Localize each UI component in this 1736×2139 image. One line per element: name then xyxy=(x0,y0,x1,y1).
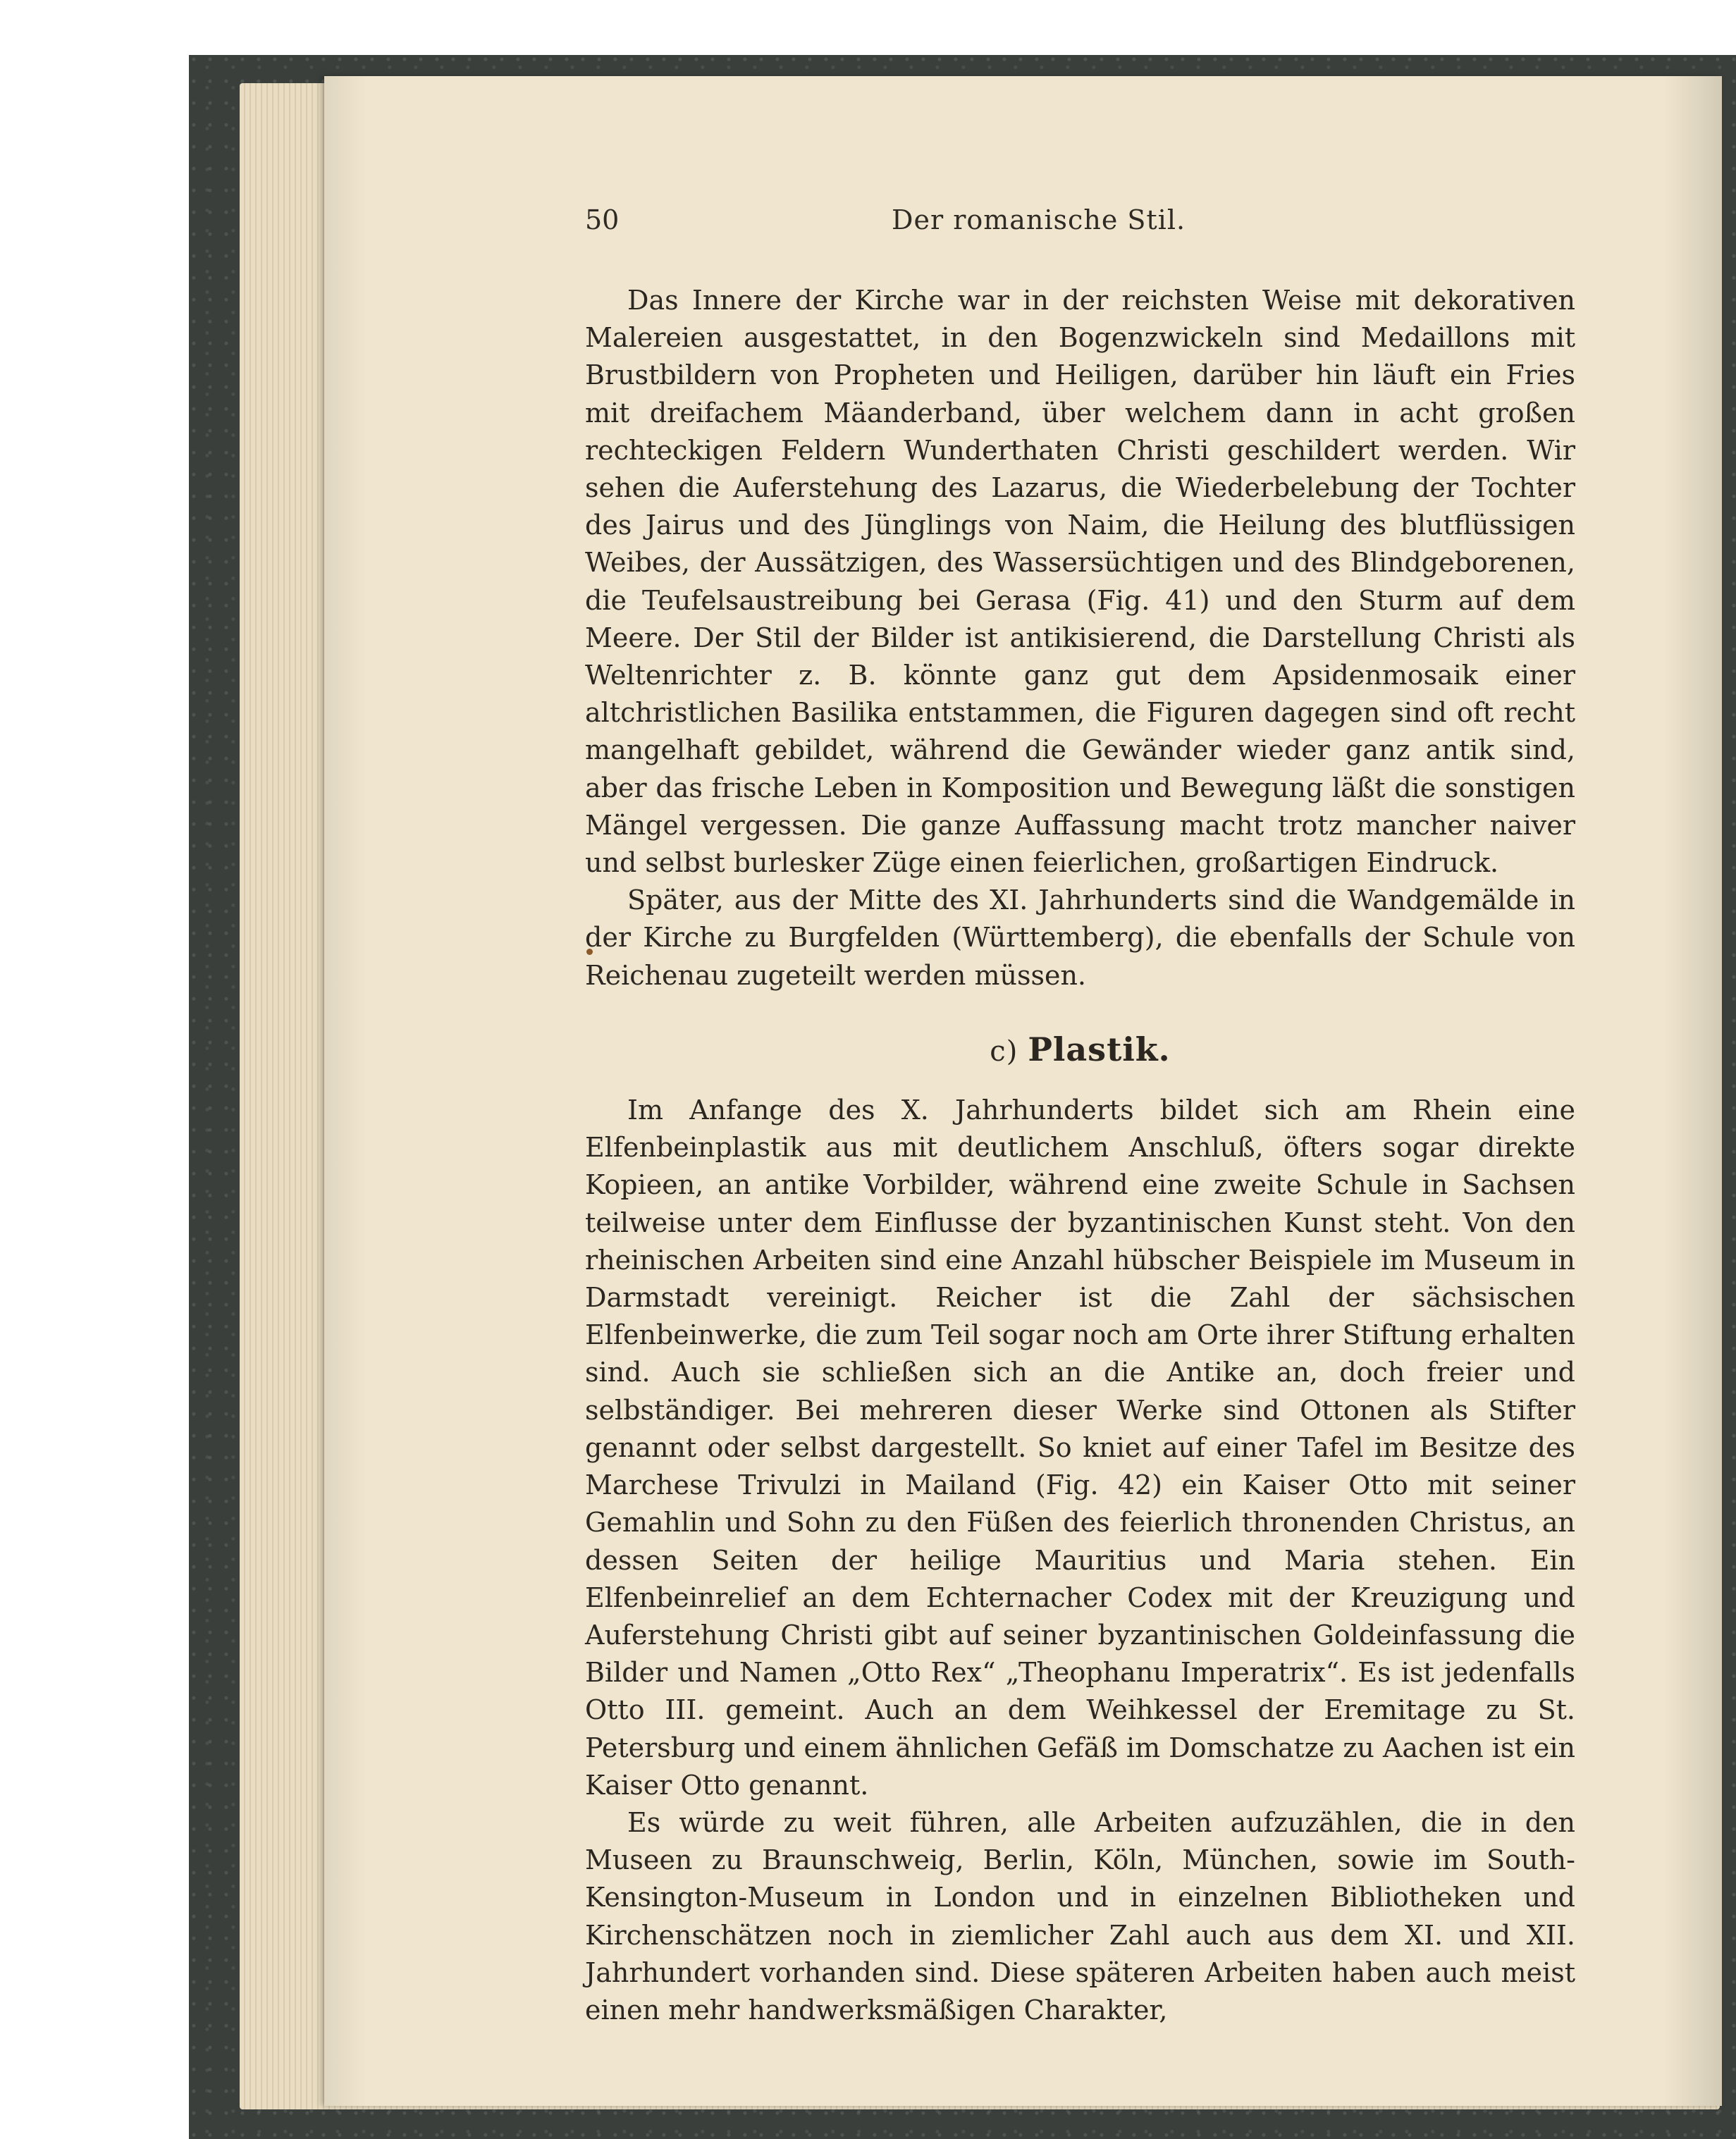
section-title: Plastik. xyxy=(1028,1030,1171,1068)
text-block xyxy=(585,282,1575,2029)
running-head xyxy=(585,204,1572,247)
section-marker: c) xyxy=(990,1035,1018,1068)
page-number: 50 xyxy=(585,204,620,235)
paragraph-burgfelden: Später, aus der Mitte des XI. Jahrhunderts sind die Wandgemälde in der Kirche zu Burgfelden (Württemberg), die ebenfalls der Schule von Reichenau zugeteilt werden müssen. xyxy=(585,884,1575,991)
paragraph-elfenbeinplastik: Im Anfange des X. Jahrhunderts bildet sich am Rhein eine Elfenbeinplastik aus mit deutlichem Anschluß, öfters sogar direkte Kopieen, an antike Vorbilder, während eine zweite Schule in Sachsen teilweise unter dem Einflusse der byzantinischen Kunst steht. Von den rheinischen Arbeiten sind eine Anzahl hübscher Beispiele im Museum in Darmstadt vereinigt. Reicher ist die Zahl der sächsischen Elfenbeinwerke, die zum Teil sogar noch am Orte ihrer Stiftung erhalten sind. Auch sie schließen sich an die Antike an, doch freier und selbständiger. Bei mehreren dieser Werke sind Ottonen als Stifter genannt oder selbst dargestellt. So kniet auf einer Tafel im Besitze des Marchese Trivulzi in Mailand (Fig. 42) ein Kaiser Otto mit seiner Gemahlin und Sohn zu den Füßen des feierlich thronenden Christus, an dessen Seiten der heilige Mauritius und Maria stehen. Ein Elfenbeinrelief an dem Echternacher Codex mit der Kreuzigung und Auferstehung Christi gibt auf seiner byzantinischen Goldeinfassung die Bilder und Namen „Otto Rex“ „Theophanu Imperatrix“. Es ist jedenfalls Otto III. gemeint. Auch an dem Weihkessel der Eremitage zu St. Petersburg und einem ähnlichen Gefäß im Domschatze zu Aachen ist ein Kaiser Otto genannt. xyxy=(585,1095,1575,1801)
paragraph-museen: Es würde zu weit führen, alle Arbeiten aufzuzählen, die in den Museen zu Braunschweig, Berlin, Köln, München, sowie im South-Kensington-Museum in London und in einzelnen Bibliotheken und Kirchenschätzen noch in ziemlicher Zahl auch aus dem XI. und XII. Jahrhundert vorhanden sind. Diese späteren Arbeiten haben auch meist einen mehr handwerksmäßigen Charakter, xyxy=(585,1806,1575,2026)
paragraph-malereien: Das Innere der Kirche war in der reichsten Weise mit dekorativen Malereien ausgestattet, in den Bogenzwickeln sind Medaillons mit Brustbildern von Propheten und Heiligen, darüber hin läuft ein Fries mit dreifachem Mäanderband, über welchem dann in acht großen rechteckigen Feldern Wunderthaten Christi geschildert werden. Wir sehen die Auferstehung des Lazarus, die Wiederbelebung der Tochter des Jairus und des Jünglings von Naim, die Heilung des blutflüssigen Weibes, der Aussätzigen, des Wassersüchtigen und des Blindgeborenen, die Teufelsaustreibung bei Gerasa (Fig. 41) und den Sturm auf dem Meere. Der Stil der Bilder ist antikisierend, die Darstellung Christi als Weltenrichter z. B. könnte ganz gut dem Apsidenmosaik einer altchristlichen Basilika entstammen, die Figuren dagegen sind oft recht mangelhaft gebildet, während die Gewänder wieder ganz antik sind, aber das frische Leben in Komposition und Bewegung läßt die sonstigen Mängel vergessen. Die ganze Auffassung macht trotz mancher naiver und selbst burlesker Züge einen feierlichen, großartigen Eindruck. xyxy=(585,285,1575,879)
section-heading xyxy=(585,1031,1575,1071)
running-title: Der romanische Stil. xyxy=(892,204,1186,235)
